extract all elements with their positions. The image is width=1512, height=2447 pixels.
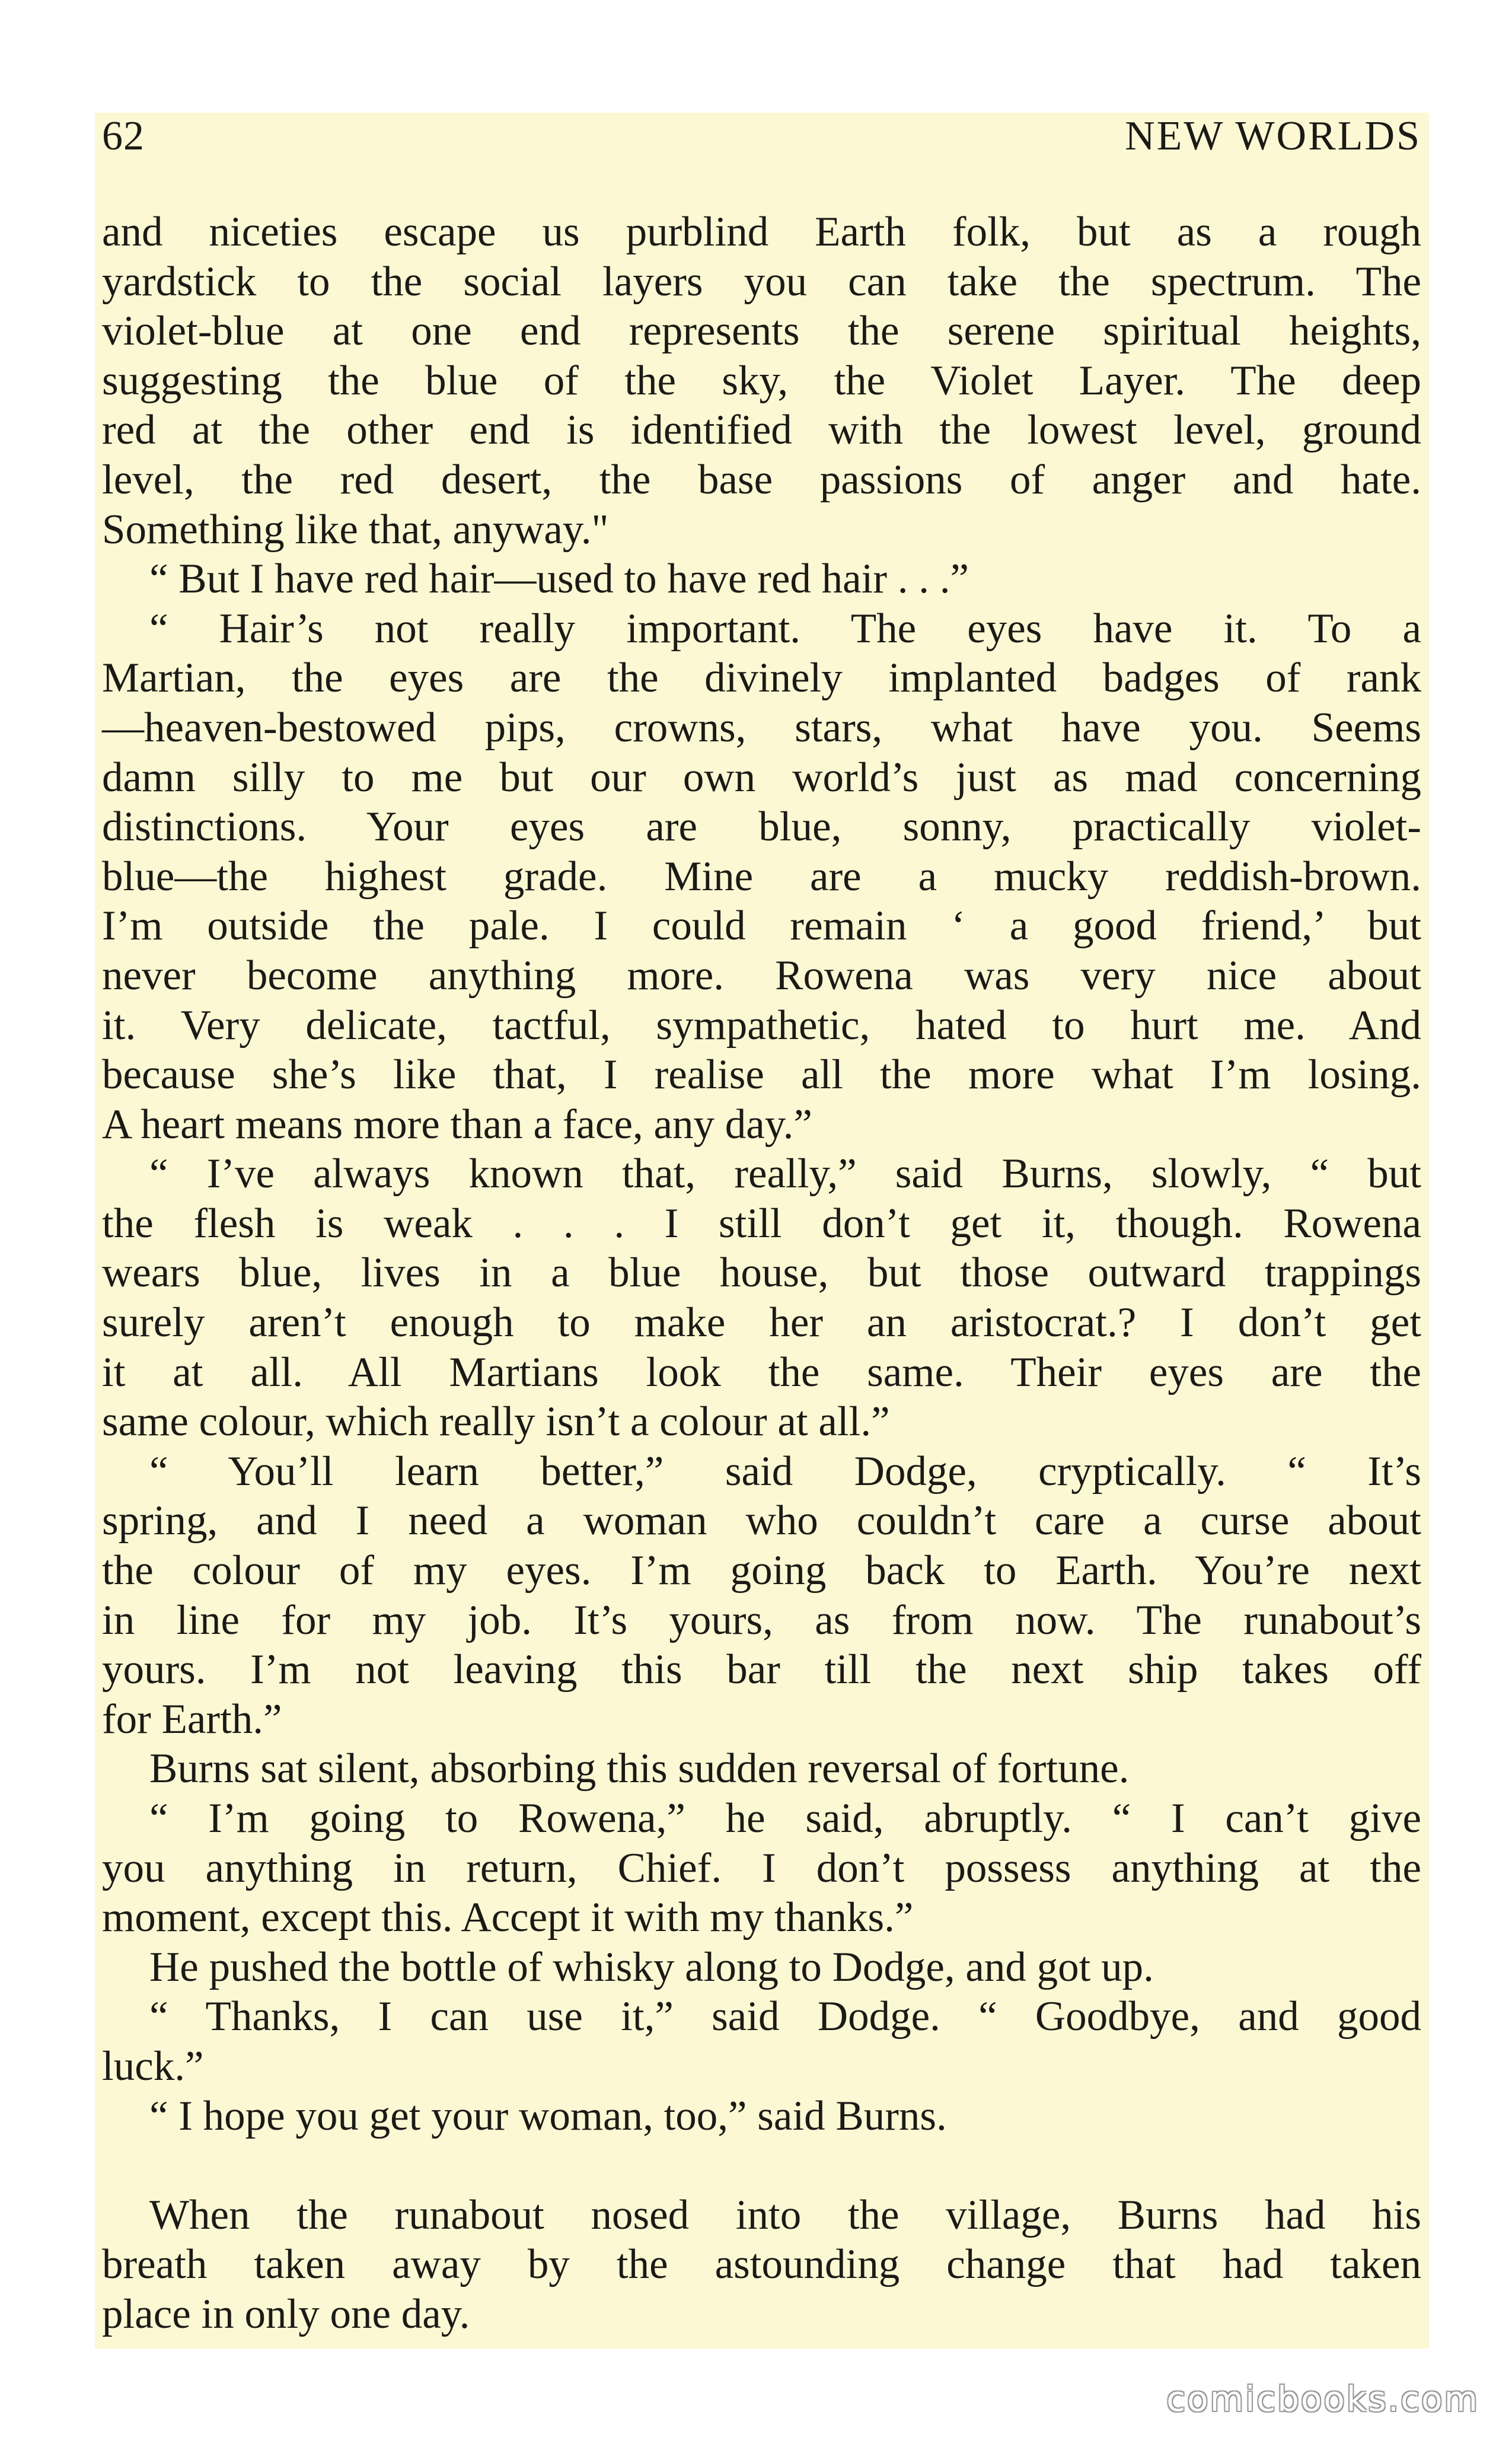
text-line: “ Hair’s not really important. The eyes have it. To a	[149, 605, 1421, 652]
journal-title: NEW WORLDS	[1125, 113, 1421, 159]
text-line: because she’s like that, I realise all the more what I’m losing.	[102, 1052, 1421, 1098]
text-line: the flesh is weak . . . I still don’t get it, though. Rowena	[102, 1200, 1421, 1247]
text-line: luck.”	[102, 2043, 204, 2089]
text-line: same colour, which really isn’t a colour at all.”	[102, 1398, 890, 1445]
text-line: Martian, the eyes are the divinely implanted badges of rank	[102, 655, 1421, 702]
text-line: spring, and I need a woman who couldn’t care a curse about	[102, 1497, 1421, 1544]
text-line: “ But I have red hair—used to have red hair . . .”	[149, 556, 969, 603]
text-line: “ Thanks, I can use it,” said Dodge. “ Goodbye, and good	[149, 1993, 1421, 2040]
text-line: suggesting the blue of the sky, the Violet Layer. The deep	[102, 357, 1421, 404]
page-number: 62	[102, 113, 145, 159]
text-line: wears blue, lives in a blue house, but those outward trappings	[102, 1250, 1421, 1296]
text-line: Something like that, anyway."	[102, 506, 609, 553]
text-line: level, the red desert, the base passions of anger and hate.	[102, 456, 1421, 503]
text-line: never become anything more. Rowena was very nice about	[102, 952, 1421, 999]
text-line: the colour of my eyes. I’m going back to Earth. You’re next	[102, 1547, 1421, 1594]
text-line: “ I’ve always known that, really,” said Burns, slowly, “ but	[149, 1151, 1421, 1197]
text-line: When the runabout nosed into the village, Burns had his	[149, 2191, 1421, 2238]
text-line: place in only one day.	[102, 2290, 470, 2337]
watermark-text: comicbooks.com	[1166, 2379, 1479, 2419]
text-line: in line for my job. It’s yours, as from now. The runabout’s	[102, 1597, 1421, 1643]
text-line: Burns sat silent, absorbing this sudden reversal of fortune.	[149, 1745, 1130, 1792]
text-line: it at all. All Martians look the same. Their eyes are the	[102, 1349, 1421, 1395]
text-line: you anything in return, Chief. I don’t possess anything at the	[102, 1844, 1421, 1891]
text-line: damn silly to me but our own world’s just as mad concerning	[102, 754, 1421, 801]
text-line: it. Very delicate, tactful, sympathetic, hated to hurt me. And	[102, 1002, 1421, 1049]
running-head	[102, 110, 1421, 163]
text-line: He pushed the bottle of whisky along to Dodge, and got up.	[149, 1943, 1154, 1990]
text-line: blue—the highest grade. Mine are a mucky reddish-brown.	[102, 853, 1421, 900]
text-line: violet-blue at one end represents the serene spiritual heights,	[102, 308, 1421, 355]
text-line: for Earth.”	[102, 1696, 282, 1742]
text-line: and niceties escape us purblind Earth folk, but as a rough	[102, 209, 1421, 255]
text-line: yardstick to the social layers you can take the spectrum. The	[102, 258, 1421, 305]
text-line: —heaven-bestowed pips, crowns, stars, what have you. Seems	[102, 704, 1421, 751]
text-line: A heart means more than a face, any day.”	[102, 1101, 812, 1148]
text-line: surely aren’t enough to make her an aristocrat.? I don’t get	[102, 1299, 1421, 1346]
text-line: I’m outside the pale. I could remain ‘ a good friend,’ but	[102, 903, 1421, 950]
text-line: breath taken away by the astounding change that had taken	[102, 2241, 1421, 2288]
text-line: moment, except this. Accept it with my thanks.”	[102, 1894, 914, 1941]
story-text	[102, 208, 1421, 2340]
text-line: “ I’m going to Rowena,” he said, abruptly. “ I can’t give	[149, 1795, 1421, 1841]
text-line: red at the other end is identified with the lowest level, ground	[102, 407, 1421, 454]
text-line: distinctions. Your eyes are blue, sonny, practically violet-	[102, 804, 1421, 850]
text-line: “ I hope you get your woman, too,” said Burns.	[149, 2092, 947, 2139]
text-line: “ You’ll learn better,” said Dodge, cryptically. “ It’s	[149, 1448, 1421, 1495]
text-line: yours. I’m not leaving this bar till the next ship takes off	[102, 1646, 1421, 1693]
